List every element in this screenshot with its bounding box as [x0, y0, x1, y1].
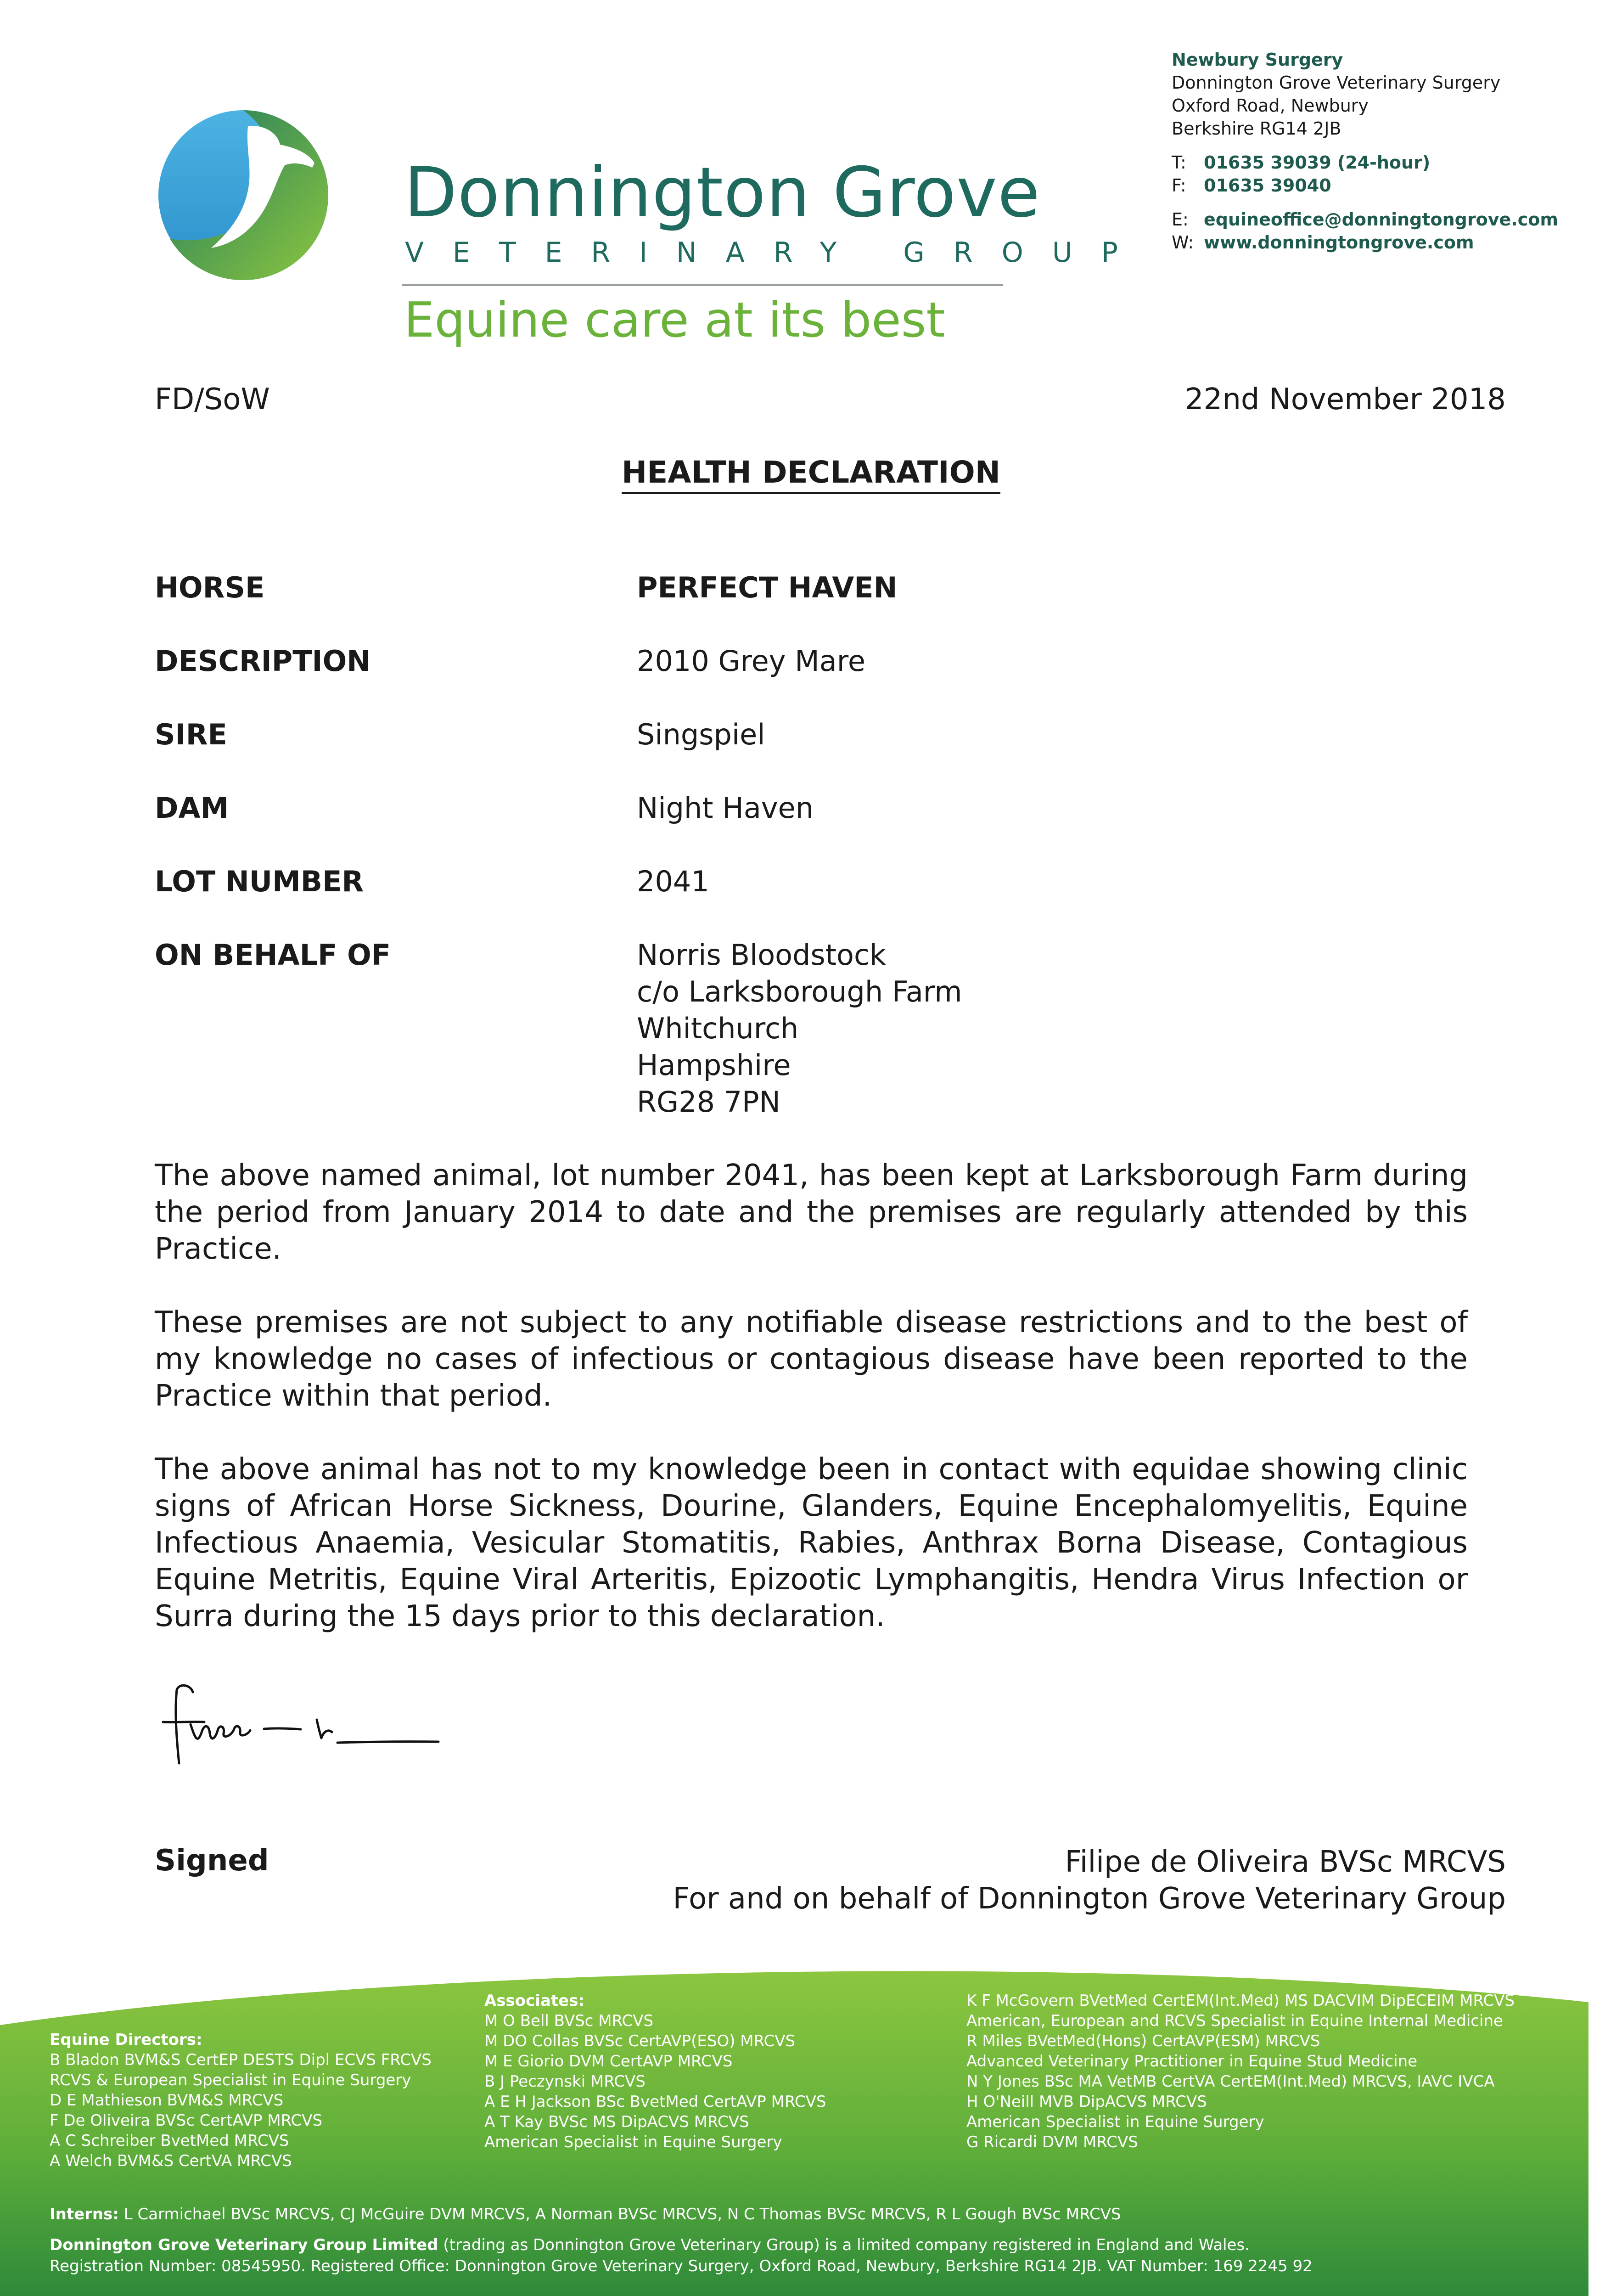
field-value-line: Whitchurch: [637, 1012, 799, 1045]
field-value-line: Hampshire: [637, 1048, 791, 1082]
paragraph: The above named animal, lot number 2041, has been kept at Larksborough Farm during the period from January 2014 to date and the premises are regularly attended by this Practice.: [155, 1159, 1468, 1266]
footer-registration: Registration Number: 08545950. Registered Office: Donnington Grove Veterinary Surgery, Oxford Road, Newbury, Berkshire RG14 2JB. VAT Number: 169 2245 92: [50, 2257, 1313, 2275]
field-value: Singspiel: [637, 718, 765, 751]
paragraph: These premises are not subject to any notifiable disease restrictions and to the best of my knowledge no cases of infectious or contagious disease have been reported to the Practice within that period.: [155, 1306, 1468, 1413]
field-value-line: c/o Larksborough Farm: [637, 975, 962, 1008]
footer-company: Donnington Grove Veterinary Group Limited (trading as Donnington Grove Veterinary Group) is a limited company registered in England and Wales.: [50, 2236, 1250, 2254]
logo-emblem: [156, 108, 331, 282]
contact-telephone: T: 01635 39039 (24-hour): [1172, 152, 1431, 173]
contact-address-line: Donnington Grove Veterinary Surgery: [1172, 73, 1501, 93]
brand-divider: [402, 284, 1003, 286]
reference: FD/SoW: [155, 383, 270, 416]
signer-role: For and on behalf of Donnington Grove Veterinary Group: [673, 1882, 1506, 1916]
contact-block: [1172, 48, 1558, 254]
field-label: SIRE: [155, 718, 227, 751]
brand-tagline: Equine care at its best: [404, 292, 945, 348]
letter-date: 22nd November 2018: [1184, 383, 1506, 416]
handwritten-signature: [158, 1681, 443, 1773]
field-label: DAM: [155, 791, 229, 825]
footer-associates: Associates: M O Bell BVSc MRCVS M DO Collas BVSc CertAVP(ESO) MRCVS M E Giorio DVM CertAVP MRCVS B J Peczynski MRCVS A E H Jackson BSc BvetMed CertAVP MRCVS A T Kay BVSc MS DipACVS MRCVS American Specialist in Equine Surgery: [484, 1992, 826, 2151]
signed-label: Signed: [155, 1844, 269, 1878]
field-value: 2041: [637, 865, 709, 898]
brand-subtitle: VETERINARY GROUP: [405, 236, 1147, 269]
field-label: ON BEHALF OF: [155, 938, 391, 972]
field-value: 2010 Grey Mare: [637, 644, 865, 678]
signer-block: [673, 1844, 1506, 1917]
field-value: PERFECT HAVEN: [637, 571, 898, 604]
footer: [0, 1961, 1622, 2296]
field-value: Night Haven: [637, 791, 814, 825]
contact-address-line: Berkshire RG14 2JB: [1172, 118, 1341, 139]
field-label: LOT NUMBER: [155, 865, 364, 898]
brand-name: Donnington Grove: [404, 153, 1041, 233]
contact-website: W: www.donningtongrove.com: [1172, 232, 1474, 253]
footer-other-staff: K F McGovern BVetMed CertEM(Int.Med) MS DACVIM DipECEIM MRCVS American, European and RCVS Specialist in Equine Internal Medicine R Miles BVetMed(Hons) CertAVP(ESM) MRCVS Advanced Veterinary Practitioner in Equine Stud Medicine N Y Jones BSc MA VetMB CertVA CertEM(Int.Med) MRCVS, IAVC IVCA H O'Neill MVB DipACVS MRCVS American Specialist in Equine Surgery G Ricardi DVM MRCVS: [966, 1992, 1515, 2151]
footer-directors: Equine Directors: B Bladon BVM&S CertEP DESTS Dipl ECVS FRCVS RCVS & European Specialist in Equine Surgery D E Mathieson BVM&S MRCVS F De Oliveira BVSc CertAVP MRCVS A C Schreiber BvetMed MRCVS A Welch BVM&S CertVA MRCVS: [50, 2031, 432, 2170]
paragraph: The above animal has not to my knowledge been in contact with equidae showing clinic signs of African Horse Sickness, Dourine, Glanders, Equine Encephalomyelitis, Equine Infectious Anaemia, Vesicular Stomatitis, Rabies, Anthrax Borna Disease, Contagious Equine Metritis, Equine Viral Arteritis, Epizootic Lymphangitis, Hendra Virus Infection or Surra during the 15 days prior to this declaration.: [155, 1452, 1468, 1633]
field-label: HORSE: [155, 571, 265, 604]
contact-fax: F: 01635 39040: [1172, 175, 1331, 196]
document-heading: HEALTH DECLARATION: [0, 455, 1622, 490]
field-label: DESCRIPTION: [155, 644, 371, 678]
contact-title: Newbury Surgery: [1172, 50, 1343, 70]
contact-address-line: Oxford Road, Newbury: [1172, 96, 1369, 116]
footer-interns: Interns: L Carmichael BVSc MRCVS, CJ McGuire DVM MRCVS, A Norman BVSc MRCVS, N C Thomas BVSc MRCVS, R L Gough BVSc MRCVS: [50, 2205, 1121, 2223]
contact-email: E: equineoffice@donningtongrove.com: [1172, 209, 1558, 230]
signer-name: Filipe de Oliveira BVSc MRCVS: [1065, 1845, 1506, 1879]
field-value-line: RG28 7PN: [637, 1085, 780, 1119]
field-value-line: Norris Bloodstock: [637, 938, 886, 972]
